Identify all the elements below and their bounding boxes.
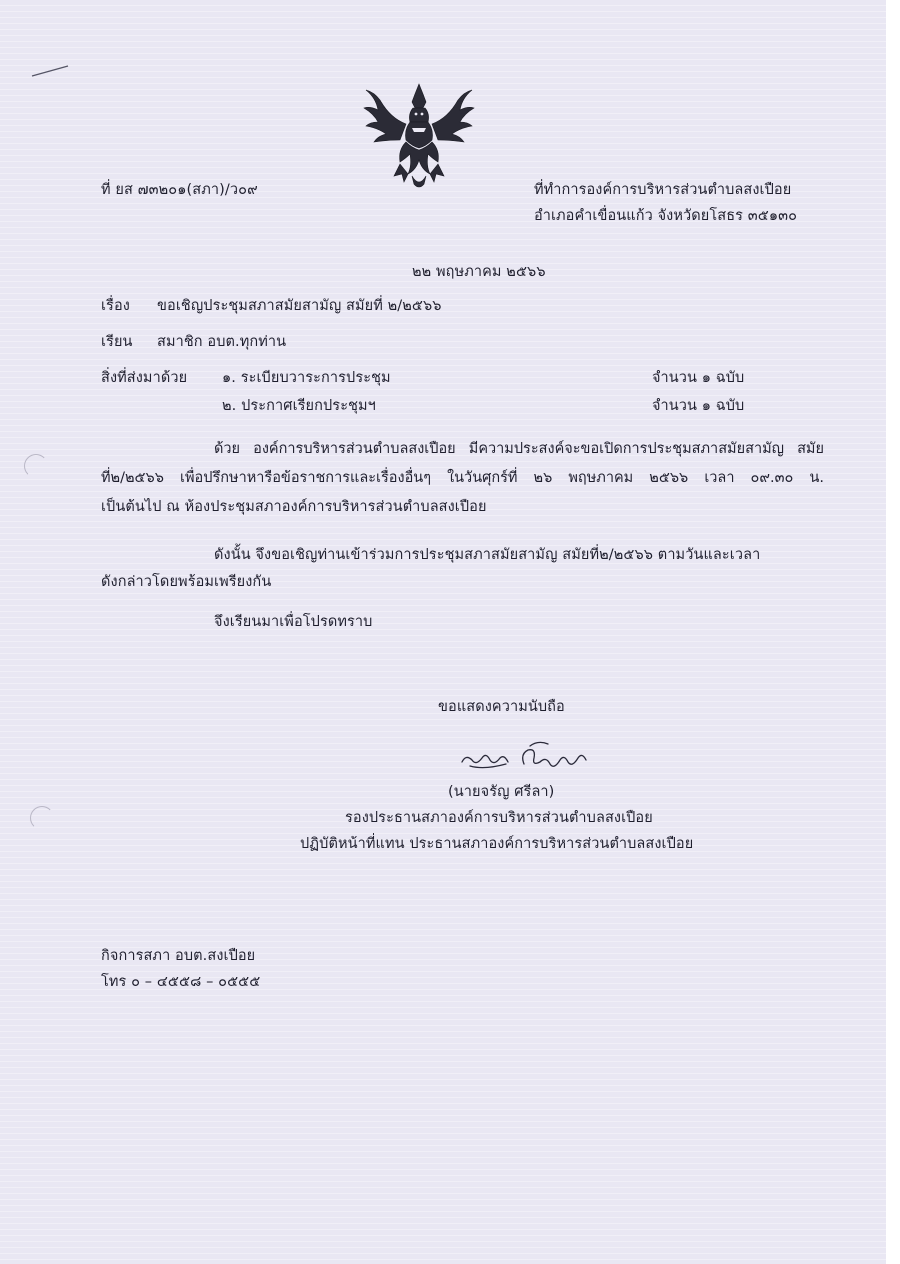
body-paragraph-2-line-1: ดังนั้น จึงขอเชิญท่านเข้าร่วมการประชุมสภาสมัยสามัญ สมัยที่๒/๒๕๖๖ ตามวันและเวลา bbox=[214, 547, 761, 563]
footer-department: กิจการสภา อบต.สงเปือย bbox=[101, 948, 256, 964]
to-label: เรียน bbox=[101, 334, 133, 350]
subject-label: เรื่อง bbox=[101, 298, 130, 314]
signatory-title-1: รองประธานสภาองค์การบริหารส่วนตำบลสงเปือย bbox=[345, 810, 653, 826]
body-paragraph-1-line-3: เป็นต้นไป ณ ห้องประชุมสภาองค์การบริหารส่วนตำบลสงเปือย bbox=[101, 499, 487, 515]
enclosure-item: ๑. ระเบียบวาระการประชุม bbox=[222, 370, 391, 386]
reference-number: ที่ ยส ๗๓๒๐๑(สภา)/ว๐๙ bbox=[101, 182, 258, 198]
closing-text: ขอแสดงความนับถือ bbox=[438, 699, 565, 715]
body-paragraph-1-line-1: ด้วย องค์การบริหารส่วนตำบลสงเปือย มีความประสงค์จะขอเปิดการประชุมสภาสมัยสามัญ สมัย bbox=[214, 441, 824, 457]
enclosure-qty: จำนวน ๑ ฉบับ bbox=[652, 398, 745, 414]
letter-date: ๒๒ พฤษภาคม ๒๕๖๖ bbox=[412, 264, 546, 280]
enclosure-qty: จำนวน ๑ ฉบับ bbox=[652, 370, 745, 386]
address-line-2: อำเภอคำเขื่อนแก้ว จังหวัดยโสธร ๓๕๑๓๐ bbox=[534, 208, 798, 224]
footer-phone: โทร ๐ – ๔๕๕๘ – ๐๕๕๕ bbox=[101, 974, 261, 990]
punch-hole-mark bbox=[24, 454, 48, 478]
enclosure-label: สิ่งที่ส่งมาด้วย bbox=[101, 370, 188, 386]
pen-stroke-mark bbox=[30, 64, 70, 78]
garuda-emblem-icon bbox=[360, 78, 478, 194]
scan-margin bbox=[886, 0, 900, 1264]
punch-hole-mark bbox=[30, 806, 54, 830]
body-paragraph-3: จึงเรียนมาเพื่อโปรดทราบ bbox=[214, 614, 373, 630]
handwritten-signature bbox=[456, 736, 596, 776]
body-paragraph-1-line-2: ที่๒/๒๕๖๖ เพื่อปรึกษาหารือข้อราชการและเรื่องอื่นๆ ในวันศุกร์ที่ ๒๖ พฤษภาคม ๒๕๖๖ เวลา ๐๙.๓๐ น. bbox=[101, 470, 824, 486]
address-line-1: ที่ทำการองค์การบริหารส่วนตำบลสงเปือย bbox=[534, 182, 792, 198]
subject-text: ขอเชิญประชุมสภาสมัยสามัญ สมัยที่ ๒/๒๕๖๖ bbox=[157, 298, 442, 314]
signatory-name: (นายจรัญ ศรีลา) bbox=[448, 784, 555, 800]
to-text: สมาชิก อบต.ทุกท่าน bbox=[157, 334, 287, 350]
body-paragraph-2-line-2: ดังกล่าวโดยพร้อมเพรียงกัน bbox=[101, 574, 272, 590]
signatory-title-2: ปฏิบัติหน้าที่แทน ประธานสภาองค์การบริหารส่วนตำบลสงเปือย bbox=[300, 836, 694, 852]
enclosure-item: ๒. ประกาศเรียกประชุมฯ bbox=[222, 398, 376, 414]
